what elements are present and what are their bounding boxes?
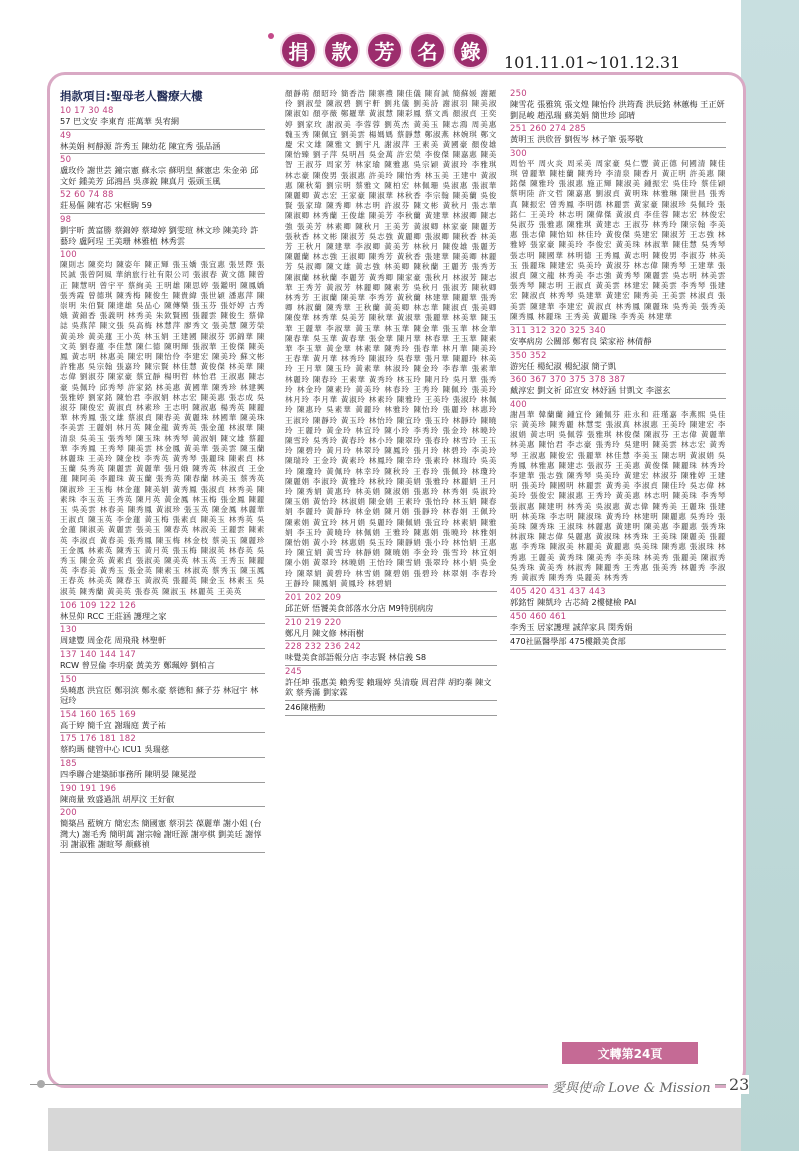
donor-section (60, 709, 265, 734)
donor-section (60, 214, 265, 249)
donor-sections (510, 88, 726, 650)
donor-names: 57 巴文安 李東育 莊萬華 吳宥網 (60, 116, 180, 126)
page-number: 23 (726, 1075, 749, 1094)
donation-amounts: 245 (285, 666, 302, 677)
donor-names-block: 謝昌華 韓蘭蘭 鍾宜伶 鍾佩芬 莊永和 莊瑾嘉 李燕熙 吳佳宗 黃美珍 陳秀麗 林慧雯 張淑真 林淑惠 王美玲 陳建宏 李淑娟 黃志明 吳佩蓉 張雅琪 林俊傑 陳淑芬 王志偉 黃麗華 林美惠 陳怡君 李志豪 張秀玲 吳建明 陳美雲 林志宏 黃秀琴 王淑惠 陳俊宏 張麗華 林佳慧 李美玉 陳志明 黃淑娟 吳秀鳳 林雅惠 陳建志 張淑芬 王美惠 黃俊傑 陳麗珠 林秀玲 李建華 張志強 陳秀琴 吳美玲 黃建宏 林淑芬 陳雅婷 王建明 張美玲 陳國明 林麗雲 黃秀美 李淑貞 陳佳玲 吳志偉 林美玲 張俊宏 陳淑惠 王秀玲 黃美惠 林志明 陳美珠 李秀琴 張淑惠 陳建明 林秀美 吳淑惠 黃志偉 陳秀美 王麗珠 張建明 林美珠 李志明 陳淑珠 黃秀玲 林建明 陳麗惠 吳秀玲 張美珠 陳秀珠 王淑珠 林麗惠 黃建明 陳美惠 李麗惠 張秀珠 林淑珠 陳志偉 吳麗惠 黃淑珠 林秀珠 王美珠 陳麗美 張麗惠 李秀珠 陳淑美 林麗美 黃麗惠 吳美珠 陳秀惠 張淑珠 林秀惠 王麗美 黃秀珠 陳美秀 李美珠 林美秀 張麗美 陳淑秀 吳秀珠 黃美秀 林淑秀 陳麗秀 王秀惠 張美秀 林麗秀 李淑秀 黃淑秀 陳秀秀 吳麗美 林秀秀 (510, 409, 726, 583)
donor-section (60, 154, 265, 189)
donor-names: 鄭凡月 陳文修 林雨樹 (285, 627, 364, 638)
donation-amounts: 98 (60, 214, 72, 225)
donor-section (60, 105, 265, 130)
donor-section (60, 189, 265, 214)
donation-amounts: 450 460 461 (510, 611, 567, 622)
donor-names: 味覺美食部語報分店 李志賢 林信義 S8 (285, 652, 427, 663)
donor-section (510, 374, 726, 399)
title-char: 芳 (368, 34, 401, 67)
donation-amounts: 50 (60, 155, 72, 166)
donor-names: 郭銘哲 陳凱玲 古芯綺 2樓健檢 PAI (510, 597, 637, 608)
title-char: 錄 (454, 34, 487, 67)
donor-column-3 (510, 88, 726, 1073)
donor-section (510, 350, 726, 375)
donor-column-2 (285, 88, 497, 1073)
title-char: 名 (411, 34, 444, 67)
donor-section (285, 592, 497, 617)
donor-section (510, 148, 726, 325)
donation-amounts: 106 109 122 126 (60, 600, 137, 611)
donor-names: 林美娟 柯靜源 許秀玉 陳幼花 陳宜秀 張品涵 (60, 140, 221, 151)
donor-names: RCW 曾昱倫 李玥豪 黃美芳 鄭珮婷 劉柏言 (60, 660, 215, 671)
donor-column-1 (60, 88, 265, 1073)
donation-amounts: 137 140 144 147 (60, 650, 137, 661)
donation-amounts: 201 202 209 (285, 592, 342, 603)
donor-names: 簡築昌 藍婉方 簡宏杰 簡國憲 蔡羽芸 葆麗華 謝小姐 (台灣大) 謝毛秀 簡明萬 謝宗翰 謝旺源 謝亭棋 劉美廷 謝惇羽 謝淑雅 謝暄琴 顏蘇禎 (60, 818, 262, 850)
donation-amounts: 150 (60, 674, 77, 685)
bottom-band (48, 1108, 741, 1151)
donor-section (60, 624, 265, 649)
page-edge-tab (741, 0, 799, 1151)
donor-section (60, 783, 265, 808)
donor-names: 四季聯合建築師事務所 陳明晏 陳冕瀅 (60, 769, 197, 780)
donor-section (285, 701, 497, 716)
page-title (282, 34, 487, 67)
donor-section (285, 641, 497, 666)
donation-amounts: 250 (510, 89, 527, 99)
title-char: 款 (325, 34, 358, 67)
donation-amounts: 400 (510, 399, 527, 410)
donor-names: 戴淳宏 劉文祈 邱宣安 林妤涵 甘凱文 李滋玄 (510, 385, 671, 396)
donor-names: 邱芷妍 悟饕美食部落水分店 M9特別病房 (285, 602, 434, 613)
donor-names-block: 周怡平 周火炎 周采美 周家豪 吳仁豐 黃正德 何國清 陳佳琪 曾麗華 陳桂蘭 陳秀玲 李清泉 陳香月 黃正明 許美惠 陳銘傑 陳雅玲 張淑惠 施正輝 陳淑美 鍾振宏 吳佳玲 蔡佳穎 蔡明陸 許文哲 陳嘉惠 劉淑貞 黃明珠 林雅琳 陳世昌 張秀真 陳振宏 曾秀鳳 李明德 林麗雲 黃家豪 陳淑珍 吳佩玲 張銘仁 王美玲 林志明 陳偉傑 黃淑貞 李佳蓉 陳志宏 林俊宏 吳淑芬 張雅惠 陳雅琪 黃建志 王淑芬 林秀玲 陳宗翰 李美惠 張志偉 陳怡如 林佳玲 黃俊傑 吳建宏 陳淑芳 王志強 林雅婷 張家豪 陳美玲 李俊宏 黃美珠 林淑華 陳佳慧 吳秀琴 張志明 陳國華 林明德 王秀鳳 黃志明 陳俊男 李淑芬 林美玉 張麗珠 陳建宏 吳美玲 黃淑芬 林志偉 陳秀琴 王建華 張淑貞 陳文龍 林秀美 李志強 黃秀琴 陳麗雲 吳志明 林美雲 張秀琴 陳志明 王淑貞 黃美雲 林建宏 陳美雲 李秀琴 張建宏 陳淑貞 林秀琴 吳建華 黃建宏 陳秀美 王美雲 林淑貞 張美雲 陳建華 李建宏 黃淑貞 林秀鳳 陳麗珠 吳秀美 張秀美 陳秀鳳 林麗珠 王秀美 黃麗珠 李秀美 林建華 (510, 158, 726, 321)
title-ornament (268, 33, 274, 39)
continued-on-page-label: 文轉第24頁 (562, 1042, 698, 1064)
donor-names-block: 顏靜萌 顏昭玲 簡香浩 陳寨禮 陳佳儀 陳育誠 簡蘇媛 謝羅伶 劉淑瑩 陳淑碧 劉宇軒 劉兆儀 劉美詩 謝淑羽 陳美淑 陳淑如 顏亭薇 鄭羅華 黃淑慧 陳彩鳳 蔡文禹 顏淑貞 王奕婷 劉家玫 謝淑美 李蓉蓉 劉英杰 黃美玉 陳志鴻 周美惠 魏玉秀 陳佩宜 劉美雲 楊媽媽 蔡靜慧 鄭淑燕 林婉琪 鄭文慶 宋文雄 陳雅文 劉宇凡 謝淑萍 王素美 黃國豪 顏俊雄 陳怡臻 劉子萍 吳明昌 吳金萬 許宏榮 李俊傑 陳嘉惠 陳美智 王淑芬 周家芳 林家瑜 陳雅惠 吳宗穎 黃淑玲 李雅琪 林志豪 陳俊男 張淑惠 許美玲 陳怡秀 林玉美 王建中 黃淑惠 陳秋菊 劉宗明 蔡雅文 陳柏宏 林佩珊 吳淑惠 張淑華 陳麗卿 黃志宏 王家豪 陳淑華 林秋香 李宗翰 陳美蘭 吳俊賢 張家瑋 陳秀卿 林志明 許淑芬 陳文彬 黃秋月 張志華 陳淑卿 林秀蘭 王俊雄 陳美芳 李秋蘭 黃建華 林淑卿 陳志強 張美芳 林素卿 陳秋月 王美芳 黃淑卿 林家豪 陳麗芳 張秋香 林文彬 陳淑芳 吳志強 黃麗卿 張淑卿 陳秋香 林美芳 王秋月 陳建華 李淑卿 黃美芳 林秋月 陳俊雄 張麗芳 陳麗蘭 林志強 王淑卿 陳秀芳 黃秋香 張建華 陳美卿 林麗芳 吳淑卿 陳文雄 黃志強 林美卿 陳秋蘭 王麗芳 張秀芳 陳淑蘭 林秋蘭 李麗芳 黃秀卿 陳家豪 張秋月 林淑芳 陳志華 王秀芳 黃淑芳 林麗卿 陳素芳 吳秋月 張淑芳 陳秋卿 林秀芳 王淑蘭 陳美華 李秀芳 黃秋蘭 林建華 陳麗華 張秀卿 林淑蘭 陳秀華 王秋蘭 黃美卿 林志華 陳淑貞 張美卿 陳俊華 林秀華 吳美芳 陳秋華 黃淑華 張麗華 林美華 陳玉華 王麗華 李淑華 黃玉華 林玉華 陳金華 張玉華 林金華 陳春華 吳玉華 黃春華 張金華 陳月華 林春華 王玉華 陳素華 李玉華 黃金華 林素華 陳秀玲 張春華 林月華 陳美玲 王春華 黃月華 林秀玲 陳淑玲 吳春華 張月華 陳麗玲 林美玲 王月華 陳玉玲 黃素華 林淑玲 陳金玲 李春華 張素華 林麗玲 陳春玲 王素華 黃秀玲 林玉玲 陳月玲 吳月華 張秀玲 林金玲 陳素玲 黃美玲 林春玲 王秀玲 陳佩玲 張美玲 林月玲 李月華 黃淑玲 林素玲 陳雅玲 王美玲 張淑玲 林佩玲 陳惠玲 吳素華 黃麗玲 林雅玲 陳怡玲 張麗玲 林惠玲 王淑玲 陳靜玲 黃玉玲 林怡玲 陳宜玲 張玉玲 林靜玲 陳曉玲 王麗玲 黃金玲 林宜玲 陳小玲 李秀玲 張金玲 林曉玲 陳雪玲 吳秀玲 黃春玲 林小玲 陳翠玲 張春玲 林雪玲 王玉玲 陳碧玲 黃月玲 林翠玲 陳鳳玲 張月玲 林碧玲 李美玲 陳瑞玲 王金玲 黃素玲 林鳳玲 陳幸玲 張素玲 林瑞玲 吳美玲 陳瓊玲 黃佩玲 林幸玲 陳秋玲 王春玲 張佩玲 林瓊玲 陳麗娟 李淑玲 黃雅玲 林秋玲 陳美娟 張雅玲 林麗娟 王月玲 陳秀娟 黃惠玲 林美娟 陳淑娟 張惠玲 林秀娟 吳淑玲 陳玉娟 黃怡玲 林淑娟 陳金娟 王素玲 張怡玲 林玉娟 陳春娟 李麗玲 黃靜玲 林金娟 陳月娟 張靜玲 林春娟 王佩玲 陳素娟 黃宜玲 林月娟 吳麗玲 陳佩娟 張宜玲 林素娟 陳雅娟 李玉玲 黃曉玲 林佩娟 王雅玲 陳惠娟 張曉玲 林雅娟 陳怡娟 黃小玲 林惠娟 吳玉玲 陳靜娟 張小玲 林怡娟 王惠玲 陳宜娟 黃雪玲 林靜娟 陳曉娟 李金玲 張雪玲 林宜娟 陳小娟 黃翠玲 林曉娟 王怡玲 陳雪娟 張翠玲 林小娟 吳金玲 陳翠娟 黃碧玲 林雪娟 陳碧娟 張碧玲 林翠娟 李春玲 王靜玲 陳鳳娟 黃鳳玲 林碧娟 (285, 89, 497, 588)
title-char: 捐 (282, 34, 315, 67)
donor-section (60, 600, 265, 625)
donor-names: 吳曉惠 洪宜臣 鄭羽滨 鄭永豪 蔡德和 蘇子芬 林冠宇 林冠玲 (60, 684, 259, 706)
donor-names: 李秀玉 居家護理 誠萍家具 閔秀娟 (510, 621, 633, 632)
donor-names: 高于婷 簡千宜 謝瑞庭 黃子祐 (60, 719, 167, 730)
donor-names: 許任坤 張惠美 賴秀雯 賴瑞婷 吳清璇 周君萍 胡昀蓁 陳文欽 蔡秀滿 劉家霖 (285, 676, 492, 698)
donor-section (510, 325, 726, 350)
donor-section (285, 617, 497, 642)
donation-amounts: 405 420 431 437 443 (510, 587, 606, 598)
donor-section (510, 586, 726, 611)
donor-section (60, 674, 265, 709)
donation-amounts: 350 352 (510, 350, 547, 361)
donation-amounts: 154 160 165 169 (60, 709, 137, 720)
donor-names: 莊易傴 陳宥芯 宋框駒 59 (60, 200, 152, 211)
donation-amounts: 360 367 370 375 378 387 (510, 375, 626, 386)
donor-section (510, 123, 726, 148)
donation-amounts: 10 17 30 48 (60, 106, 114, 116)
donor-section (60, 733, 265, 758)
donation-amounts: 130 (60, 625, 77, 636)
donor-names: 陳商量 致盛過訊 胡厚汶 王好叡 (60, 793, 175, 804)
donation-amounts: 185 (60, 759, 77, 770)
donor-section (510, 611, 726, 636)
donor-section (510, 635, 726, 650)
donor-section (285, 88, 497, 592)
donation-amounts: 251 260 274 285 (510, 124, 587, 135)
footer-bullet (37, 1080, 45, 1088)
donor-names: 蔡昀瑪 健管中心 ICU1 吳瑞慈 (60, 744, 170, 755)
donor-sections (285, 88, 497, 716)
donor-names: 林昱仰 RCC 王莊涵 護理之家 (60, 610, 167, 621)
donor-names: 周建豐 周金花 周飛飛 林聖軒 (60, 635, 167, 646)
donor-names: 黃明玉 洪欣晉 劉恆岑 林子筆 張琴敬 (510, 134, 644, 145)
donation-amounts: 190 191 196 (60, 783, 117, 794)
donation-amounts: 228 232 236 242 (285, 642, 362, 653)
donor-sections (60, 105, 265, 853)
donor-names: 盧玫伶 謝世芸 鐘宗憲 蘇永宗 蘇明皇 蘇憲忠 朱金弟 邱文好 鍾美芳 邱鴻昌 吳彥銳 陳真月 張頭玉風 (60, 165, 259, 186)
donation-amounts: 49 (60, 130, 72, 141)
donor-section (60, 758, 265, 783)
donation-amounts: 311 312 320 325 340 (510, 326, 606, 337)
donor-section (285, 666, 497, 701)
donation-amounts: 200 (60, 808, 77, 819)
donor-section (60, 130, 265, 155)
date-range: 101.11.01~101.12.31 (504, 53, 681, 72)
donor-names: 246陳楷勳 (285, 701, 326, 712)
donor-names: 安寧病房 公關部 鄭宥良 梁家裕 林倩靜 (510, 336, 652, 347)
donor-section (60, 807, 265, 853)
donor-section (60, 649, 265, 674)
donation-amounts: 175 176 181 182 (60, 734, 137, 745)
donor-names: 陳雪花 張雅筑 張文煌 陳怡伶 洪筠喬 洪辰銘 林蕙梅 王正妍 劉昆峻 趙泓瑞 蘇美娟 簡世珍 邱晴 (510, 99, 725, 120)
project-title: 捐款項目:聖母老人醫療大樓 (60, 89, 203, 103)
donation-amounts: 52 60 74 88 (60, 190, 114, 201)
donor-names-block: 陳則志 陳奕均 陳姿年 陳正輝 張玉嬌 張宜惠 張昱際 張民誠 張曾阿風 華納旅行社有限公司 張淑春 黃文德 陳曾正 陳慧明 曾宇平 蔡絢美 王明雄 陳思婷 張鑑明 陳鳳嬌 張秀霞 曾德琪 陳秀梅 陳俊生 陳貴緯 張世穎 潘惠萍 陳崇明 朱伯賢 陳達雄 吳品心 陳傳樂 張玉芬 張妤婷 古秀娥 黃錦香 張義明 林秀美 朱欽賢國 張麗雲 陳俊生 蔡偉誌 吳燕萍 陳文張 吳高梅 林慧萍 廖秀文 張美慧 陳芳榮 黃美珍 黃美蓮 王小英 林玉娟 王建國 陳淑芬 郭錦華 陳文英 劉春蓮 李佳慧 陳仁德 陳明輝 張淑華 王俊傑 陳美鳳 黃志明 林惠美 陳宏明 陳怡伶 李建宏 陳美玲 蘇文彬 許雅惠 吳宗翰 張嘉玲 陳宗賢 林佳慧 黃俊傑 林美華 陳志偉 劉淑芬 陳家豪 蔡宜靜 楊明哲 林怡君 王淑惠 陳志豪 吳佩玲 邱秀琴 許家銘 林美惠 黃國華 陳秀珍 林建興 張雅婷 劉家銘 陳怡君 李淑娟 林志宏 陳美惠 張志成 吳淑芬 陳俊宏 黃淑貞 林素珍 王志明 陳淑惠 楊秀英 陳麗華 林秀鳳 張文雄 蔡淑貞 陳春美 黃麗珠 林國華 陳美珠 李美雲 王麗娟 林月英 陳金龍 黃秀英 張金蓮 林淑華 陳清泉 吳美玉 張秀琴 陳玉珠 林秀琴 黃淑娟 陳文雄 蔡麗華 李秀鳳 王秀琴 陳美雲 林金鳳 黃美華 張美雲 陳玉蘭 林麗珠 王美玲 陳金枝 李秀英 黃秀琴 張麗珠 陳素貞 林玉蘭 吳秀英 陳麗雲 黃麗華 張月娥 陳秀英 林淑貞 王金蓮 陳阿美 李麗珠 黃玉蘭 張秀英 陳春蘭 林美玉 蔡秀英 陳淑珍 王玉梅 林金蓮 陳美娟 黃秀鳳 張淑貞 林秀美 陳素珠 李玉英 王秀英 陳月英 黃金鳳 林玉梅 張金鳳 陳麗玉 吳美雲 林春美 陳秀鳳 黃淑珍 張玉英 陳金鳳 林麗華 王淑貞 陳玉英 李金蓮 黃玉梅 張素貞 陳美玉 林秀英 吳金蓮 陳淑美 黃麗雲 張美玉 陳春英 林淑美 王麗雲 陳素英 李淑貞 黃春美 張秀鳳 陳玉梅 林金枝 蔡美玉 陳麗珍 王金鳳 林素英 陳秀玉 黃月英 張玉梅 陳淑英 林春英 吳秀玉 陳金英 黃素貞 張淑美 陳美英 林玉英 王秀玉 陳麗英 李春美 黃秀玉 張金英 陳素玉 林淑英 蔡秀玉 陳玉鳳 王春英 林美英 陳春玉 黃淑英 張麗英 陳金玉 林素玉 吳淑英 陳秀蘭 黃美英 張春英 陳淑玉 林麗英 王美英 (60, 260, 265, 596)
donor-names: 劉宇昕 黃富勝 蔡錦婷 蔡瑋婷 劉雯瑄 林文珍 陳美玲 許藝玲 盧阿珵 王美珊 林雅植 林秀雲 (60, 224, 259, 246)
donation-amounts: 100 (60, 250, 77, 261)
donation-amounts: 210 219 220 (285, 617, 342, 628)
donor-names: 470社區醫學部 475樓鍛美食部 (510, 636, 626, 647)
donor-section (510, 399, 726, 586)
footer-brand: 愛與使命 Love & Mission (548, 1077, 715, 1096)
donation-amounts: 300 (510, 148, 527, 159)
donor-names: 游宪任 楊紀淑 楊紀淑 簡子凱 (510, 360, 617, 371)
donor-section (60, 249, 265, 600)
donor-section (510, 88, 726, 123)
